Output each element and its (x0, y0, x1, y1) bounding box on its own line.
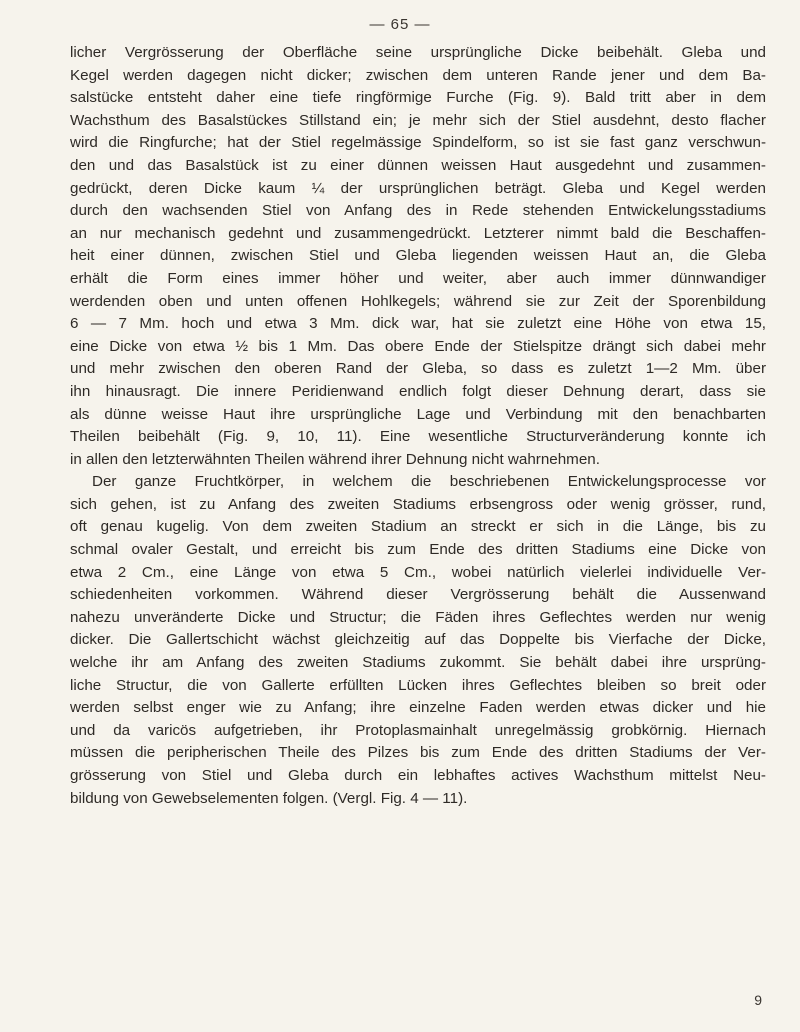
text-line: welche ihr am Anfang des zweiten Stadiums zukommt. Sie behält dabei ihre ursprüng- (70, 654, 766, 672)
text-line: etwa 2 Cm., eine Länge von etwa 5 Cm., wobei natürlich vielerlei individuelle Ver- (70, 563, 766, 581)
text-line: und mehr zwischen den oberen Rand der Gleba, so dass es zuletzt 1—2 Mm. über (70, 360, 766, 378)
text-line: Kegel werden dagegen nicht dicker; zwischen dem unteren Rande jener und dem Ba- (70, 66, 766, 84)
text-line: durch den wachsenden Stiel von Anfang des in Rede stehenden Entwickelungsstadiums (70, 202, 766, 220)
text-line: salstücke entsteht daher eine tiefe ringförmige Furche (Fig. 9). Bald tritt aber in dem (70, 89, 766, 107)
text-line: wird die Ringfurche; hat der Stiel regelmässige Spindelform, so ist sie fast ganz verschwun- (70, 134, 766, 152)
text-line: gedrückt, deren Dicke kaum ¼ der ursprünglichen beträgt. Gleba und Kegel werden (70, 179, 766, 197)
page-number: — 65 — (369, 16, 431, 33)
text-line: licher Vergrösserung der Oberfläche seine ursprüngliche Dicke beibehält. Gleba und (70, 44, 766, 61)
text-line: heit einer dünnen, zwischen Stiel und Gleba liegenden weissen Haut an, die Gleba (70, 247, 766, 265)
text-line: nahezu unveränderte Dicke und Structur; die Fäden ihres Geflechtes werden nur wenig (70, 608, 766, 626)
text-line: werden selbst enger wie zu Anfang; ihre einzelne Faden werden etwas dicker und hie (70, 699, 766, 717)
text-line: schmal ovaler Gestalt, und erreicht bis zum Ende des dritten Stadiums eine Dicke von (70, 541, 766, 559)
text-line: liche Structur, die von Gallerte erfüllten Lücken ihres Geflechtes bleiben so breit oder (70, 676, 766, 694)
text-line: müssen die peripherischen Theile des Pilzes bis zum Ende des dritten Stadiums der Ver- (70, 744, 766, 762)
text-line: sich gehen, ist zu Anfang des zweiten Stadiums erbsengross oder wenig grösser, rund, (70, 495, 766, 513)
text-line: grösserung von Stiel und Gleba durch ein lebhaftes actives Wachsthum mittelst Neu- (70, 767, 766, 784)
signature-mark: 9 (754, 992, 762, 1008)
text-line: erhält die Form eines immer höher und weiter, aber auch immer dünnwandiger (70, 269, 766, 287)
text-line: in allen den letzterwähnten Theilen während ihrer Dehnung nicht wahrnehmen. (70, 450, 600, 468)
text-line: bildung von Gewebselementen folgen. (Vergl. Fig. 4 — 11). (70, 789, 468, 807)
text-line: an nur mechanisch gedehnt und zusammengedrückt. Letzterer nimmt bald die Beschaffen- (70, 224, 766, 242)
text-line: schiedenheiten vorkommen. Während dieser Vergrösserung behält die Aussenwand (70, 586, 766, 604)
body-text (70, 42, 766, 810)
text-line: und da varicös aufgetrieben, ihr Protoplasmainhalt unregelmässig grobkörnig. Hiernach (70, 721, 766, 739)
paragraph-2 (70, 471, 766, 810)
text-line: eine Dicke von etwa ½ bis 1 Mm. Das obere Ende der Stielspitze drängt sich dabei mehr (70, 337, 766, 355)
text-line: oft genau kugelig. Von dem zweiten Stadium an streckt er sich in die Länge, bis zu (70, 518, 766, 536)
text-line: den und das Basalstück ist zu einer dünnen weissen Haut ausgedehnt und zusammen- (70, 156, 766, 174)
text-line: ihn hinausragt. Die innere Peridienwand endlich folgt dieser Dehnung derart, dass sie (70, 382, 766, 400)
text-line: Theilen beibehält (Fig. 9, 10, 11). Eine wesentliche Structurveränderung konnte ich (70, 428, 766, 446)
text-line: Wachsthum des Basalstückes Stillstand ein; je mehr sich der Stiel ausdehnt, desto flacher (70, 111, 766, 129)
text-line: werdenden oben und unten offenen Hohlkegels; während sie zur Zeit der Sporenbildung (70, 292, 766, 310)
text-line: Der ganze Fruchtkörper, in welchem die beschriebenen Entwickelungsprocesse vor (92, 473, 766, 491)
text-line: als dünne weisse Haut ihre ursprüngliche Lage und Verbindung mit den benachbarten (70, 405, 766, 423)
text-line: dicker. Die Gallertschicht wächst gleichzeitig auf das Doppelte bis Vierfache der Dicke, (70, 631, 766, 649)
paragraph-1 (70, 42, 766, 471)
text-line: 6 — 7 Mm. hoch und etwa 3 Mm. dick war, hat sie zuletzt eine Höhe von etwa 15, (70, 315, 766, 333)
